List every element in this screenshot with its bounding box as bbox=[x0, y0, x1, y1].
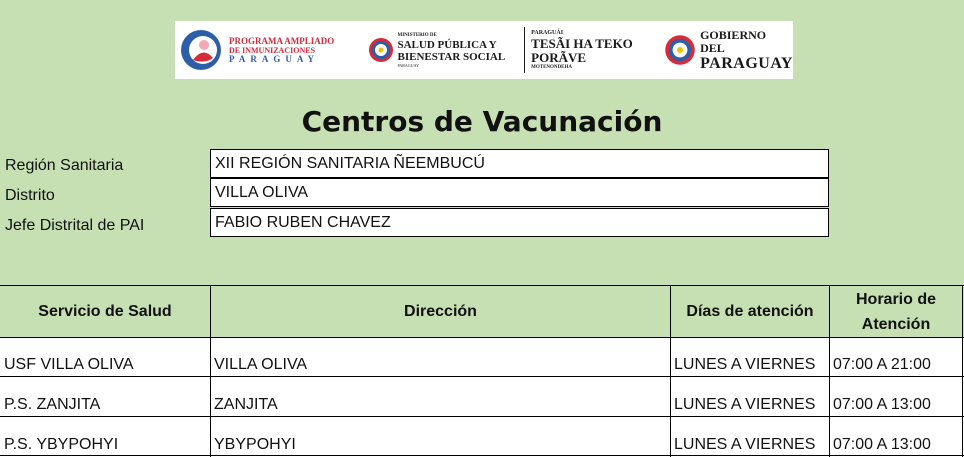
table-row-divider bbox=[0, 455, 964, 456]
ministry-small-text: MINISTERIO DE bbox=[397, 32, 437, 38]
region-value: XII REGIÓN SANITARIA ÑEEMBUCÚ bbox=[215, 155, 485, 172]
chief-label: Jefe Distrital de PAI bbox=[5, 217, 145, 234]
table-cell-service: USF VILLA OLIVA bbox=[4, 356, 134, 373]
header-hours-line1: Horario de bbox=[855, 291, 936, 308]
gobierno-line1: GOBIERNO DEL bbox=[700, 27, 767, 55]
table-row-divider bbox=[0, 416, 964, 417]
table-cell-hours: 07:00 A 13:00 bbox=[833, 436, 931, 453]
pai-logo-line2: DE INMUNIZACIONES bbox=[229, 45, 316, 55]
table-cell-days: LUNES A VIERNES bbox=[674, 356, 816, 373]
district-value: VILLA OLIVA bbox=[215, 184, 309, 201]
tesai-tiny-text: MOTENONDEHA bbox=[531, 64, 572, 70]
logo-banner bbox=[175, 21, 793, 79]
gobierno-line2: PARAGUAY bbox=[700, 54, 793, 72]
ministry-line2: BIENESTAR SOCIAL bbox=[397, 50, 506, 63]
gobierno-logo bbox=[650, 21, 793, 79]
gobierno-seal-icon bbox=[664, 34, 696, 66]
tesai-small-text: PARAGUÁI bbox=[531, 29, 564, 36]
table-cell-hours: 07:00 A 21:00 bbox=[833, 356, 931, 373]
header-days: Días de atención bbox=[686, 303, 814, 320]
page-title: Centros de Vacunación bbox=[301, 105, 663, 138]
table-row-divider bbox=[0, 376, 964, 377]
table-border-right bbox=[962, 286, 963, 457]
header-service: Servicio de Salud bbox=[38, 303, 172, 320]
chief-field bbox=[210, 208, 829, 237]
ministry-tiny-text: PARAGUAY bbox=[397, 62, 419, 68]
national-seal-icon bbox=[368, 37, 394, 63]
region-label: Región Sanitaria bbox=[5, 157, 124, 174]
ministry-logo bbox=[348, 21, 517, 79]
table-cell-address: ZANJITA bbox=[214, 396, 278, 413]
table-border-top bbox=[0, 285, 964, 286]
header-address: Dirección bbox=[404, 303, 477, 320]
chief-value: FABIO RUBEN CHAVEZ bbox=[215, 214, 391, 231]
table-cell-days: LUNES A VIERNES bbox=[674, 396, 816, 413]
logo-divider bbox=[524, 27, 525, 73]
header-hours-line2: Atención bbox=[861, 316, 931, 333]
pai-emblem-icon bbox=[179, 28, 223, 72]
table-col-divider bbox=[829, 286, 830, 457]
table-cell-hours: 07:00 A 13:00 bbox=[833, 396, 931, 413]
table-cell-service: P.S. YBYPOHYI bbox=[4, 436, 119, 453]
pai-logo-line3: PARAGUAY bbox=[229, 53, 320, 64]
table-cell-service: P.S. ZANJITA bbox=[4, 396, 101, 413]
ministry-line1: SALUD PÚBLICA Y bbox=[397, 38, 497, 51]
region-field bbox=[210, 149, 829, 178]
table-header-divider bbox=[0, 337, 964, 338]
pai-logo bbox=[175, 21, 348, 79]
tesai-logo bbox=[531, 30, 650, 71]
district-field bbox=[210, 178, 829, 207]
tesai-line2: PORÃVE bbox=[531, 49, 587, 65]
table-cell-address: YBYPOHYI bbox=[214, 436, 296, 453]
table-cell-days: LUNES A VIERNES bbox=[674, 436, 816, 453]
table-cell-address: VILLA OLIVA bbox=[214, 356, 308, 373]
pai-logo-line1: PROGRAMA AMPLIADO bbox=[229, 35, 335, 46]
district-label: Distrito bbox=[5, 187, 55, 204]
tesai-line1: TESÃI HA TEKO bbox=[531, 35, 633, 51]
